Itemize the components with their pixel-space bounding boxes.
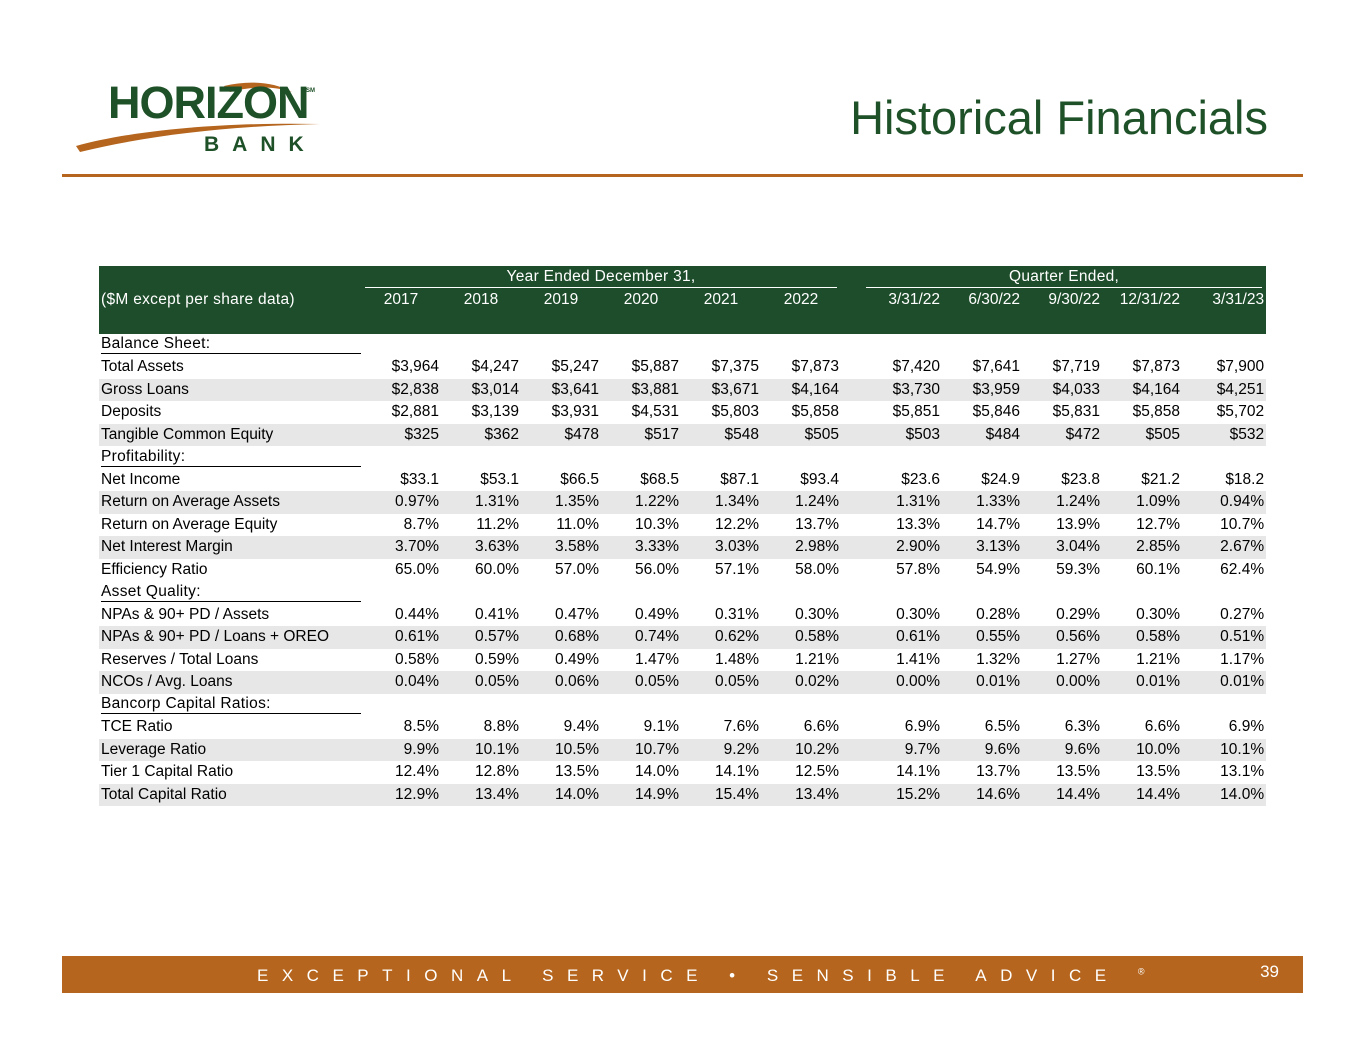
row-label: Return on Average Assets — [99, 491, 361, 514]
cell-year-value: 3.03% — [681, 536, 761, 559]
cell-quarter-value: $5,831 — [1052, 403, 1101, 421]
page-title: Historical Financials — [850, 91, 1268, 144]
cell-quarter-value: $5,858 — [1132, 403, 1181, 421]
cell-quarter-value: $4,251 — [1182, 379, 1266, 402]
cell-year-value: 12.2% — [715, 515, 759, 533]
cell-year-value: 0.49% — [635, 605, 679, 623]
column-header-quarter: 6/30/22 — [942, 289, 1022, 312]
cell-year-value: 0.04% — [361, 671, 441, 694]
section-header-row — [99, 446, 1266, 469]
cell-year-value: $2,881 — [391, 403, 439, 421]
cell-year-value: $3,671 — [681, 379, 761, 402]
logo-bank-text: BANK — [204, 133, 317, 156]
cell-quarter-value: $484 — [942, 424, 1022, 447]
column-header-quarter: 9/30/22 — [1022, 289, 1102, 312]
cell-year-value: 0.05% — [601, 671, 681, 694]
cell-quarter-value: 9.7% — [862, 739, 942, 762]
cell-year-value: 0.47% — [555, 605, 599, 623]
cell-quarter-value: 6.9% — [1228, 718, 1265, 736]
cell-quarter-value: 0.00% — [1022, 671, 1102, 694]
column-gap — [841, 559, 862, 582]
cell-quarter-value: 9.6% — [1022, 739, 1102, 762]
cell-quarter-value: 13.9% — [1056, 515, 1101, 533]
cell-quarter-value: 10.1% — [1182, 739, 1266, 762]
cell-year-value: $33.1 — [400, 470, 439, 488]
page-number: 39 — [1260, 962, 1279, 981]
cell-quarter-value: $5,846 — [972, 403, 1021, 421]
cell-year-value: 9.4% — [563, 718, 599, 736]
cell-quarter-value: 13.7% — [976, 763, 1021, 781]
cell-year-value: $325 — [361, 424, 441, 447]
cell-quarter-value: 0.61% — [862, 626, 942, 649]
cell-quarter-value: 1.24% — [1022, 491, 1102, 514]
cell-year-value: 14.0% — [521, 784, 601, 807]
cell-year-value: 57.1% — [715, 560, 759, 578]
section-header-row — [99, 694, 1266, 717]
cell-year-value: 14.0% — [635, 763, 679, 781]
cell-quarter-value: $505 — [1102, 424, 1182, 447]
cell-year-value: $7,873 — [791, 358, 840, 376]
column-gap — [841, 424, 862, 447]
row-label: NPAs & 90+ PD / Loans + OREO — [99, 626, 361, 649]
column-header-quarter: 3/31/22 — [862, 289, 942, 312]
cell-year-value: 3.63% — [441, 536, 521, 559]
cell-year-value: $93.4 — [800, 470, 840, 488]
cell-quarter-value: 14.4% — [1102, 784, 1182, 807]
column-header-year: 2017 — [361, 289, 441, 312]
cell-year-value: $7,375 — [711, 358, 759, 376]
cell-quarter-value: 60.1% — [1136, 560, 1181, 578]
cell-year-value: 15.4% — [681, 784, 761, 807]
cell-year-value: 10.2% — [761, 739, 841, 762]
cell-year-value: $548 — [681, 424, 761, 447]
cell-year-value: $3,014 — [441, 379, 521, 402]
cell-quarter-value: 14.7% — [976, 515, 1021, 533]
column-header-year: 2019 — [521, 289, 601, 312]
column-header-quarter: 3/31/23 — [1182, 289, 1266, 312]
cell-quarter-value: 0.27% — [1220, 605, 1265, 623]
cell-year-value: 14.1% — [715, 763, 759, 781]
cell-year-value: 12.9% — [361, 784, 441, 807]
table-row — [99, 671, 1266, 694]
section-header-row — [99, 581, 1266, 604]
column-gap — [841, 604, 862, 627]
column-header-year: 2021 — [681, 289, 761, 312]
cell-year-value: 56.0% — [635, 560, 679, 578]
horizon-bank-logo — [74, 78, 324, 160]
cell-quarter-value: 0.00% — [862, 671, 942, 694]
column-gap — [841, 491, 862, 514]
cell-quarter-value: $7,641 — [972, 358, 1021, 376]
cell-year-value: 0.58% — [395, 650, 439, 668]
cell-year-value: 0.57% — [441, 626, 521, 649]
cell-year-value: 1.24% — [761, 491, 841, 514]
table-row — [99, 401, 1266, 424]
table-row — [99, 424, 1266, 447]
cell-year-value: $505 — [761, 424, 841, 447]
cell-quarter-value: 14.1% — [896, 763, 941, 781]
column-gap — [841, 761, 862, 784]
table-row — [99, 649, 1266, 672]
cell-quarter-value: 57.8% — [896, 560, 941, 578]
cell-year-value: 58.0% — [795, 560, 840, 578]
cell-quarter-value: 12.7% — [1136, 515, 1181, 533]
row-label: Tier 1 Capital Ratio — [101, 763, 234, 781]
table-header-columns — [99, 289, 1266, 312]
table-row — [99, 356, 1266, 379]
cell-year-value: $4,531 — [631, 403, 679, 421]
cell-quarter-value: 3.13% — [942, 536, 1022, 559]
cell-year-value: 9.1% — [643, 718, 679, 736]
cell-quarter-value: 54.9% — [976, 560, 1021, 578]
table-row — [99, 491, 1266, 514]
cell-quarter-value: $3,730 — [862, 379, 942, 402]
cell-year-value: 0.05% — [681, 671, 761, 694]
cell-quarter-value: $503 — [862, 424, 942, 447]
cell-year-value: 13.4% — [761, 784, 841, 807]
cell-year-value: 1.31% — [441, 491, 521, 514]
cell-quarter-value: $7,873 — [1132, 358, 1181, 376]
cell-quarter-value: 0.94% — [1182, 491, 1266, 514]
cell-year-value: 0.41% — [475, 605, 519, 623]
cell-year-value: 1.34% — [681, 491, 761, 514]
cell-year-value: $5,247 — [551, 358, 599, 376]
cell-quarter-value: 10.7% — [1220, 515, 1265, 533]
cell-year-value: 1.35% — [521, 491, 601, 514]
column-gap — [841, 379, 862, 402]
column-gap — [841, 739, 862, 762]
cell-quarter-value: 59.3% — [1056, 560, 1101, 578]
cell-quarter-value: 6.6% — [1144, 718, 1181, 736]
header-bottom-band — [99, 311, 1266, 334]
cell-year-value: 0.68% — [521, 626, 601, 649]
cell-year-value: 8.7% — [403, 515, 439, 533]
cell-year-value: 60.0% — [475, 560, 519, 578]
column-gap — [841, 716, 862, 739]
cell-quarter-value: $5,851 — [892, 403, 941, 421]
row-label: NCOs / Avg. Loans — [99, 671, 361, 694]
cell-quarter-value: $5,702 — [1216, 403, 1265, 421]
cell-quarter-value: 0.28% — [976, 605, 1021, 623]
cell-quarter-value: 1.32% — [976, 650, 1021, 668]
row-label: Reserves / Total Loans — [101, 650, 259, 668]
cell-year-value: 0.49% — [555, 650, 599, 668]
cell-year-value: 13.5% — [555, 763, 599, 781]
cell-quarter-value: $18.2 — [1225, 470, 1265, 488]
cell-quarter-value: 0.55% — [942, 626, 1022, 649]
cell-year-value: 0.31% — [715, 605, 759, 623]
cell-quarter-value: 0.01% — [942, 671, 1022, 694]
cell-quarter-value: 1.17% — [1220, 650, 1265, 668]
cell-year-value: 12.8% — [475, 763, 519, 781]
table-header-groups — [99, 266, 1266, 289]
cell-year-value: 11.0% — [556, 515, 599, 533]
cell-year-value: 1.48% — [715, 650, 759, 668]
cell-quarter-value: 1.27% — [1056, 650, 1101, 668]
cell-year-value: 3.70% — [361, 536, 441, 559]
cell-year-value: 10.5% — [521, 739, 601, 762]
row-label: Tangible Common Equity — [99, 424, 361, 447]
cell-quarter-value: 1.41% — [896, 650, 941, 668]
cell-year-value: $87.1 — [720, 470, 759, 488]
cell-year-value: 12.5% — [795, 763, 840, 781]
table-row — [99, 469, 1266, 492]
cell-year-value: 0.97% — [361, 491, 441, 514]
cell-quarter-value: 0.30% — [1136, 605, 1181, 623]
cell-quarter-value: 13.5% — [1136, 763, 1181, 781]
cell-quarter-value: 15.2% — [862, 784, 942, 807]
cell-quarter-value: 1.33% — [942, 491, 1022, 514]
row-label: Deposits — [101, 403, 162, 421]
column-gap — [841, 356, 862, 379]
cell-year-value: 6.6% — [803, 718, 840, 736]
table-row — [99, 784, 1266, 807]
section-title: Profitability: — [101, 448, 361, 467]
row-label: Gross Loans — [99, 379, 361, 402]
cell-year-value: $5,887 — [631, 358, 679, 376]
column-header-quarter: 12/31/22 — [1102, 289, 1182, 312]
cell-quarter-value: 0.51% — [1182, 626, 1266, 649]
table-body — [99, 266, 1266, 806]
cell-year-value: 0.02% — [761, 671, 841, 694]
footer-bar — [62, 956, 1303, 993]
table-row — [99, 716, 1266, 739]
cell-quarter-value: 0.30% — [896, 605, 941, 623]
group-header-quarter: Quarter Ended, — [862, 266, 1266, 289]
section-title: Bancorp Capital Ratios: — [101, 695, 361, 714]
cell-year-value: $5,803 — [711, 403, 759, 421]
cell-year-value: $5,858 — [791, 403, 840, 421]
cell-year-value: 9.2% — [681, 739, 761, 762]
cell-year-value: $3,641 — [521, 379, 601, 402]
column-gap — [841, 671, 862, 694]
cell-year-value: 14.9% — [601, 784, 681, 807]
row-label: Efficiency Ratio — [101, 560, 208, 578]
cell-year-value: 0.59% — [475, 650, 519, 668]
column-gap — [841, 514, 862, 537]
section-title: Balance Sheet: — [101, 335, 361, 354]
table-row — [99, 739, 1266, 762]
cell-year-value: 3.58% — [521, 536, 601, 559]
table-row — [99, 559, 1266, 582]
cell-year-value: 10.1% — [441, 739, 521, 762]
cell-year-value: 8.8% — [483, 718, 519, 736]
column-header-year: 2018 — [441, 289, 521, 312]
section-title: Asset Quality: — [101, 583, 361, 602]
cell-year-value: 8.5% — [403, 718, 439, 736]
cell-year-value: 0.61% — [361, 626, 441, 649]
row-label: NPAs & 90+ PD / Assets — [101, 605, 270, 623]
cell-year-value: $3,931 — [551, 403, 599, 421]
table-row — [99, 626, 1266, 649]
cell-year-value: 57.0% — [555, 560, 599, 578]
cell-year-value: 1.22% — [601, 491, 681, 514]
cell-quarter-value: 6.9% — [904, 718, 941, 736]
cell-quarter-value: 2.67% — [1182, 536, 1266, 559]
cell-year-value: 1.21% — [795, 650, 840, 668]
title-divider — [62, 174, 1303, 177]
cell-year-value: 0.62% — [681, 626, 761, 649]
row-label: Net Interest Margin — [99, 536, 361, 559]
cell-quarter-value: 10.0% — [1102, 739, 1182, 762]
cell-quarter-value: 13.5% — [1056, 763, 1101, 781]
cell-year-value: 7.6% — [723, 718, 759, 736]
cell-quarter-value: $24.9 — [981, 470, 1021, 488]
cell-year-value: 10.3% — [635, 515, 679, 533]
cell-quarter-value: 0.01% — [1182, 671, 1266, 694]
cell-quarter-value: 14.4% — [1022, 784, 1102, 807]
row-label: Total Capital Ratio — [99, 784, 361, 807]
cell-year-value: 12.4% — [395, 763, 439, 781]
cell-quarter-value: 6.5% — [984, 718, 1021, 736]
cell-year-value: 0.30% — [795, 605, 840, 623]
cell-quarter-value: 14.0% — [1182, 784, 1266, 807]
cell-year-value: 13.4% — [441, 784, 521, 807]
cell-year-value: $478 — [521, 424, 601, 447]
row-label: Net Income — [101, 470, 181, 488]
cell-year-value: $362 — [441, 424, 521, 447]
table-row — [99, 379, 1266, 402]
group-header-year: Year Ended December 31, — [361, 266, 841, 289]
cell-quarter-value: 13.3% — [896, 515, 941, 533]
table-row — [99, 761, 1266, 784]
cell-quarter-value: 0.01% — [1102, 671, 1182, 694]
cell-year-value: $2,838 — [361, 379, 441, 402]
cell-quarter-value: $23.8 — [1061, 470, 1101, 488]
footer-tagline: EXCEPTIONAL SERVICE • SENSIBLE ADVICE ® — [257, 966, 1145, 985]
column-gap — [841, 289, 862, 312]
cell-quarter-value: 2.85% — [1102, 536, 1182, 559]
cell-quarter-value: $7,900 — [1216, 358, 1265, 376]
section-header-row — [99, 334, 1266, 357]
cell-quarter-value: $4,164 — [1102, 379, 1182, 402]
cell-year-value: $517 — [601, 424, 681, 447]
cell-quarter-value: 1.21% — [1136, 650, 1181, 668]
cell-quarter-value: $7,420 — [892, 358, 941, 376]
cell-year-value: 0.74% — [601, 626, 681, 649]
column-header-year: 2020 — [601, 289, 681, 312]
cell-year-value: 1.47% — [635, 650, 679, 668]
row-label: TCE Ratio — [101, 718, 173, 736]
cell-quarter-value: 0.56% — [1022, 626, 1102, 649]
table-row — [99, 536, 1266, 559]
cell-quarter-value: 9.6% — [942, 739, 1022, 762]
cell-quarter-value: 1.31% — [862, 491, 942, 514]
registered-mark: ® — [1137, 966, 1145, 977]
cell-year-value: 0.44% — [395, 605, 439, 623]
column-gap — [841, 536, 862, 559]
row-label: Return on Average Equity — [101, 515, 278, 533]
cell-year-value: 9.9% — [361, 739, 441, 762]
table-row — [99, 604, 1266, 627]
column-gap — [841, 469, 862, 492]
cell-year-value: $4,164 — [761, 379, 841, 402]
cell-quarter-value: 2.90% — [862, 536, 942, 559]
cell-year-value: 11.2% — [476, 515, 519, 533]
financials-table — [99, 266, 1266, 806]
cell-year-value: $4,247 — [471, 358, 519, 376]
column-header-year: 2022 — [761, 289, 841, 312]
cell-quarter-value: 3.04% — [1022, 536, 1102, 559]
row-label: Leverage Ratio — [99, 739, 361, 762]
cell-quarter-value: 62.4% — [1220, 560, 1265, 578]
cell-quarter-value: 0.58% — [1102, 626, 1182, 649]
cell-quarter-value: $21.2 — [1141, 470, 1181, 488]
unit-label: ($M except per share data) — [99, 289, 361, 312]
cell-year-value: 13.7% — [795, 515, 840, 533]
cell-year-value: 65.0% — [395, 560, 439, 578]
column-gap — [841, 784, 862, 807]
cell-quarter-value: $7,719 — [1052, 358, 1101, 376]
cell-year-value: 0.05% — [441, 671, 521, 694]
cell-year-value: $53.1 — [480, 470, 519, 488]
cell-year-value: $3,964 — [391, 358, 439, 376]
cell-year-value: $68.5 — [640, 470, 679, 488]
row-label: Total Assets — [101, 358, 184, 376]
cell-year-value: $3,139 — [471, 403, 519, 421]
cell-quarter-value: $4,033 — [1022, 379, 1102, 402]
cell-quarter-value: $3,959 — [942, 379, 1022, 402]
cell-year-value: 0.58% — [761, 626, 841, 649]
cell-quarter-value: 13.1% — [1220, 763, 1265, 781]
cell-quarter-value: $23.6 — [901, 470, 941, 488]
cell-year-value: $66.5 — [560, 470, 599, 488]
cell-quarter-value: $532 — [1182, 424, 1266, 447]
column-gap — [841, 649, 862, 672]
cell-year-value: 10.7% — [601, 739, 681, 762]
table-row — [99, 514, 1266, 537]
cell-year-value: $3,881 — [601, 379, 681, 402]
cell-quarter-value: 14.6% — [942, 784, 1022, 807]
cell-year-value: 3.33% — [601, 536, 681, 559]
cell-quarter-value: 0.29% — [1056, 605, 1101, 623]
logo-wordmark: HORIZON — [108, 77, 309, 128]
cell-year-value: 2.98% — [761, 536, 841, 559]
column-gap — [841, 626, 862, 649]
logo-service-mark: SM — [306, 88, 315, 94]
column-gap — [841, 401, 862, 424]
cell-year-value: 0.06% — [521, 671, 601, 694]
cell-quarter-value: 6.3% — [1064, 718, 1101, 736]
cell-quarter-value: 1.09% — [1102, 491, 1182, 514]
cell-quarter-value: $472 — [1022, 424, 1102, 447]
